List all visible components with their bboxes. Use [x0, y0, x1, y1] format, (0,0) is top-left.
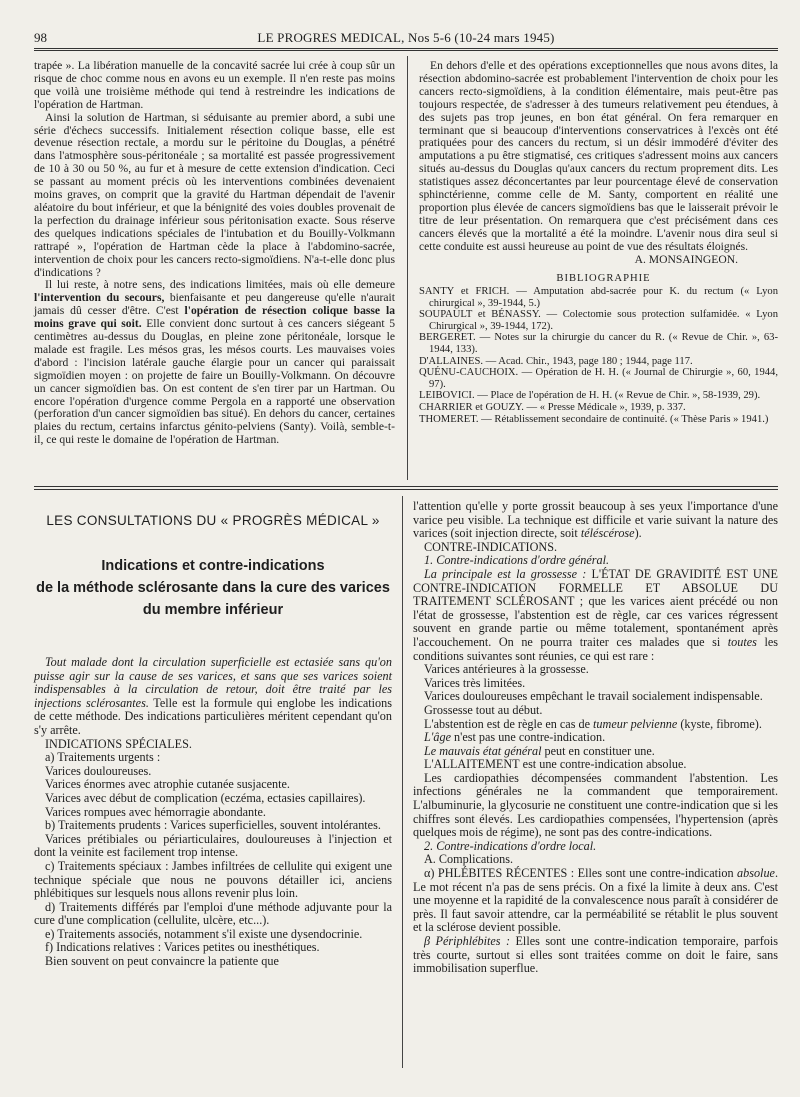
bottom-right-column — [413, 500, 778, 976]
page-number: 98 — [34, 30, 47, 45]
list-line: Varices douloureuses. — [45, 763, 152, 778]
list-line: Varices antérieures à la grossesse. — [424, 662, 589, 677]
paragraph: L'abstention est de règle en cas de tumeur pelvienne (kyste, fibrome). — [424, 716, 762, 731]
list-line: Varices douloureuses empêchant le travail socialement indispensable. — [424, 689, 763, 704]
paragraph — [34, 279, 395, 447]
bibliography-item: BERGERET. — Notes sur la chirurgie du cancer du R. (« Revue de Chir. », 63-1944, 133). — [419, 332, 778, 356]
paragraph: L'ALLAITEMENT est une contre-indication absolue. — [424, 757, 687, 772]
paragraph: L'âge n'est pas une contre-indication. — [424, 730, 606, 745]
list-line: Bien souvent on peut convaincre la patiente que — [45, 954, 279, 969]
text-run: Telle est la formule qui englobe les indications de cette méthode. Des indications particulières méritent cependant qu'on s'y arrête. — [34, 695, 392, 737]
list-line: Grossesse tout au début. — [424, 702, 543, 717]
list-line: b) Traitements prudents : Varices superficielles, souvent intolérantes. — [45, 818, 381, 833]
subheading: A. Complications. — [424, 852, 514, 867]
title-line: de la méthode sclérosante dans la cure des varices — [36, 580, 390, 596]
header-rule — [34, 48, 778, 49]
list-line: Varices prétibiales ou périarticulaires, douloureuses à l'injection et dont la veinite est facilement trop intense. — [34, 831, 392, 860]
bibliography-heading: BIBLIOGRAPHIE — [556, 272, 651, 284]
bibliography-item: QUÉNU-CAUCHOIX. — Opération de H. H. (« Journal de Chirurgie », 60, 1944, 97). — [419, 367, 778, 390]
bibliography-item: D'ALLAINES. — Acad. Chir., 1943, page 180 ; 1944, page 117. — [419, 355, 693, 367]
running-header — [34, 30, 778, 46]
subheading: 2. Contre-indications d'ordre local. — [424, 838, 597, 853]
title-line: Indications et contre-indications — [101, 558, 325, 574]
bibliography-item: SANTY et FRICH. — Amputation abd-sacrée pour K. du rectum (« Lyon chirurgical », 39-1944, 5.) — [419, 286, 778, 309]
paragraph: trapée ». La libération manuelle de la concavité sacrée lui crée à coup sûr un risque de choc comme nous en avons eu un exemple. Il n'en reste pas moins que voilà une troisième méthode qui tend à restreindre les indications de l'opération de Hartman. — [34, 59, 395, 111]
paragraph: β Périphlébites : Elles sont une contre-indication temporaire, parfois très courte, surtout si elles sont traitées comme on doit le faire, sans immobilisation superflue. — [413, 934, 778, 976]
list-line: Varices avec début de complication (eczéma, ectasies capillaires). — [45, 790, 366, 805]
paragraph: α) PHLÉBITES RÉCENTES : Elles sont une contre-indication absolue. Le mot récent n'a pas de sens précis. On a fixé la limite à deux ans. C'est une moyenne et la rapidité de la convalescence nous paraît à considérer de près. Il faut savoir attendre, car la perméabilité se rétablit le plus souvent et la sclérose devient possible. — [413, 866, 778, 935]
list-line: f) Indications relatives : Varices petites ou inesthétiques. — [45, 940, 320, 955]
subheading: 1. Contre-indications d'ordre général. — [424, 553, 610, 568]
list-line: c) Traitements spéciaux : Jambes infiltrées de cellulite qui exigent une technique spéciale que nous ne pouvons détailler ici, anciens phlébitiques sur lesquels nous allons revenir plus loin. — [34, 858, 392, 901]
text-run: Il lui reste, à notre sens, des indications limitées, mais où elle demeure — [45, 278, 395, 292]
section-rule — [34, 486, 778, 487]
section-banner: LES CONSULTATIONS DU « PROGRÈS MÉDICAL » — [46, 513, 380, 528]
list-line: Varices énormes avec atrophie cutanée susjacente. — [45, 777, 290, 792]
bibliography-item: LEIBOVICI. — Place de l'opération de H. H. (« Revue de Chir. », 58-1939, 29). — [419, 390, 761, 402]
top-right-column — [419, 60, 778, 425]
title-line: du membre inférieur — [142, 602, 284, 618]
top-left-column — [34, 60, 395, 447]
text-run: bienfaisante et peu dangereuse qu'elle n'aurait jamais dû cesser d'être. C'est — [34, 291, 395, 318]
bibliography — [419, 273, 778, 426]
paragraph: Ainsi la solution de Hartman, si séduisante au premier abord, a subi une série d'échecs successifs. Initialement résection colique basse, elle est devenue résection rectale, a mordu sur le péritoine du Douglas, a pénétré dans l'atmosphère sous-péritonéale ; sa mortalité est passée progressivement de 10 à 30 ou 50 %, au fur et à mesure de cette extension d'indication. Ceci se passant au moment précis où les interventions combinées devenaient moins graves, on comprit que la gravité du Hartman dépendait de l'avenir aléatoire du bout inférieur, et que la bénignité des voies doubles provenait de la perfection du drainage inférieur sous péritonisation exacte. Sous réserve des quelques indications spéciales de l'intubation et du Bouilly-Volkmann rattrapé », l'opération de Hartman cède la place à l'abdomino-sacrée, intervention de choix pour les cancers recto-sigmoïdiens. N'a-t-elle donc plus d'indications ? — [34, 110, 395, 279]
column-divider — [402, 496, 403, 1068]
paragraph: Le mauvais état général peut en constituer une. — [424, 743, 655, 758]
column-divider — [407, 56, 408, 480]
text-run: Elle convient donc surtout à ces cancers siégeant 5 centimètres au-dessus du Douglas, en pleine zone péritonéale, lorsque le malade est fragile. Les mésos gras, les mésos courts. Les mauvaises voies d'abord : l'incision latérale gauche élargie pour un cancer qui paraissait sigmoïdien moyen : on projette de faire un Bouilly-Volkmann. On découvre un cancer sigmoïdien bas. On est content de s'en tirer par un Hartman. Ou encore l'opération d'urgence comme Pergola en a rapporté une observation (perforation d'un cancer sigmoïdien bas situé). En dehors du cancer, certaines plaies du rectum, certains infarctus génito-pelviens (Santy). Voilà, semble-t-il, ce qui reste le domaine de l'opération de Hartman. — [34, 317, 396, 447]
list-line: d) Traitements différés par l'emploi d'une méthode adjuvante pour la cure d'une complication (cellulite, ulcère, etc...). — [34, 899, 392, 928]
list-line: e) Traitements associés, notamment s'il existe une dysendocrinie. — [45, 926, 363, 941]
paragraph: Les cardiopathies décompensées commandent l'abstention. Les infections générales ne la commandent que temporairement. L'albuminurie, la glycosurie ne constituent une contre-indication que si les chiffres sont élevés. Les cardiopathies compensées, l'hypertension (après quelques mois de régime), ne sont pas des contre-indications. — [413, 770, 778, 840]
article-title — [34, 555, 392, 621]
bibliography-item: SOUPAULT et BÉNASSY. — Colectomie sous protection sulfamidée. « Lyon Chirurgical », 39-1944, 172). — [419, 309, 778, 332]
list-line: a) Traitements urgents : — [45, 750, 161, 765]
subheading: INDICATIONS SPÉCIALES. — [45, 736, 192, 751]
subheading: CONTRE-INDICATIONS. — [424, 539, 558, 554]
bibliography-item: THOMERET. — Rétablissement secondaire de continuité. (« Thèse Paris » 1941.) — [419, 413, 769, 425]
paragraph: l'attention qu'elle y porte grossit beaucoup à ses yeux l'importance d'une varice peu visible. La technique est difficile et varie suivant la nature des varices (soit injection directe, soit téléscérose). — [413, 499, 778, 541]
bold-text: l'opération de résection colique basse la moins grave qui soit. — [34, 304, 395, 331]
bibliography-item: CHARRIER et GOUZY. — « Presse Médicale », 1939, p. 337. — [419, 402, 686, 414]
bold-text: l'intervention du secours, — [34, 291, 165, 305]
list-line: Varices très limitées. — [424, 675, 526, 690]
header-rule-2 — [34, 50, 778, 51]
bottom-left-column — [34, 656, 392, 969]
section-rule-2 — [34, 489, 778, 490]
signature: A. MONSAINGEON. — [634, 252, 738, 266]
lead-italic: Tout malade dont la circulation superficielle est ectasiée sans qu'on puisse agir sur la cause de ses varices, et sans que ses varices soient indispensables à la circulation de retour, doit être traité par les injections sclérosantes. — [34, 655, 392, 710]
list-line: Varices rompues avec hémorragie abondante. — [45, 804, 266, 819]
paragraph — [34, 656, 392, 738]
running-title: LE PROGRES MEDICAL, Nos 5-6 (10-24 mars 1945) — [257, 30, 555, 45]
paragraph: La principale est la grossesse : L'ÉTAT DE GRAVIDITÉ EST UNE CONTRE-INDICATION FORMELLE ET ABSOLUE DU TRAITEMENT SCLÉROSANT ; que les varices aient précédé ou non l'état de grossesse, l'abstention est de règle, car ces varices régressent souvent en grande partie ou même totalement, spontanément après l'accouchement. On ne pourra traiter ces malades que si toutes les conditions suivantes sont réunies, ce qui est rare : — [413, 566, 778, 663]
paragraph: En dehors d'elle et des opérations exceptionnelles que nous avons dites, la résection abdomino-sacrée est probablement l'intervention de choix pour les cancers recto-sigmoïdiens, à la condition élémentaire, mais peut-être pas toujours respectée, de s'adresser à des tumeurs relativement peu étendues, à des sujets pas trop jeunes, en bon état général. On fera remarquer en terminant que si beaucoup d'interventions conservatrices à l'excès ont été pratiquées pour des cancers du rectum, si un désir immodéré d'éviter des amputations a pu être stigmatisé, ces critiques s'adressent moins aux cancers situés au-dessus du Douglas qu'aux cancers du rectum proprement dits. Les statistiques assez déconcertantes par leur pourcentage élevé de conservation sphinctérienne, comme celle de M. Santy, comportent en réalité une proportion plus élevée de cancers sigmoïdiens bas que le laisserait prévoir le titre de leur présentation. On remarquera que c'est précisément dans ces cancers élevés que la mortalité a été la moindre. L'avenir nous dira seul si cette conduite est aussi heureuse au point de vue des résultats éloignés. — [419, 59, 778, 253]
